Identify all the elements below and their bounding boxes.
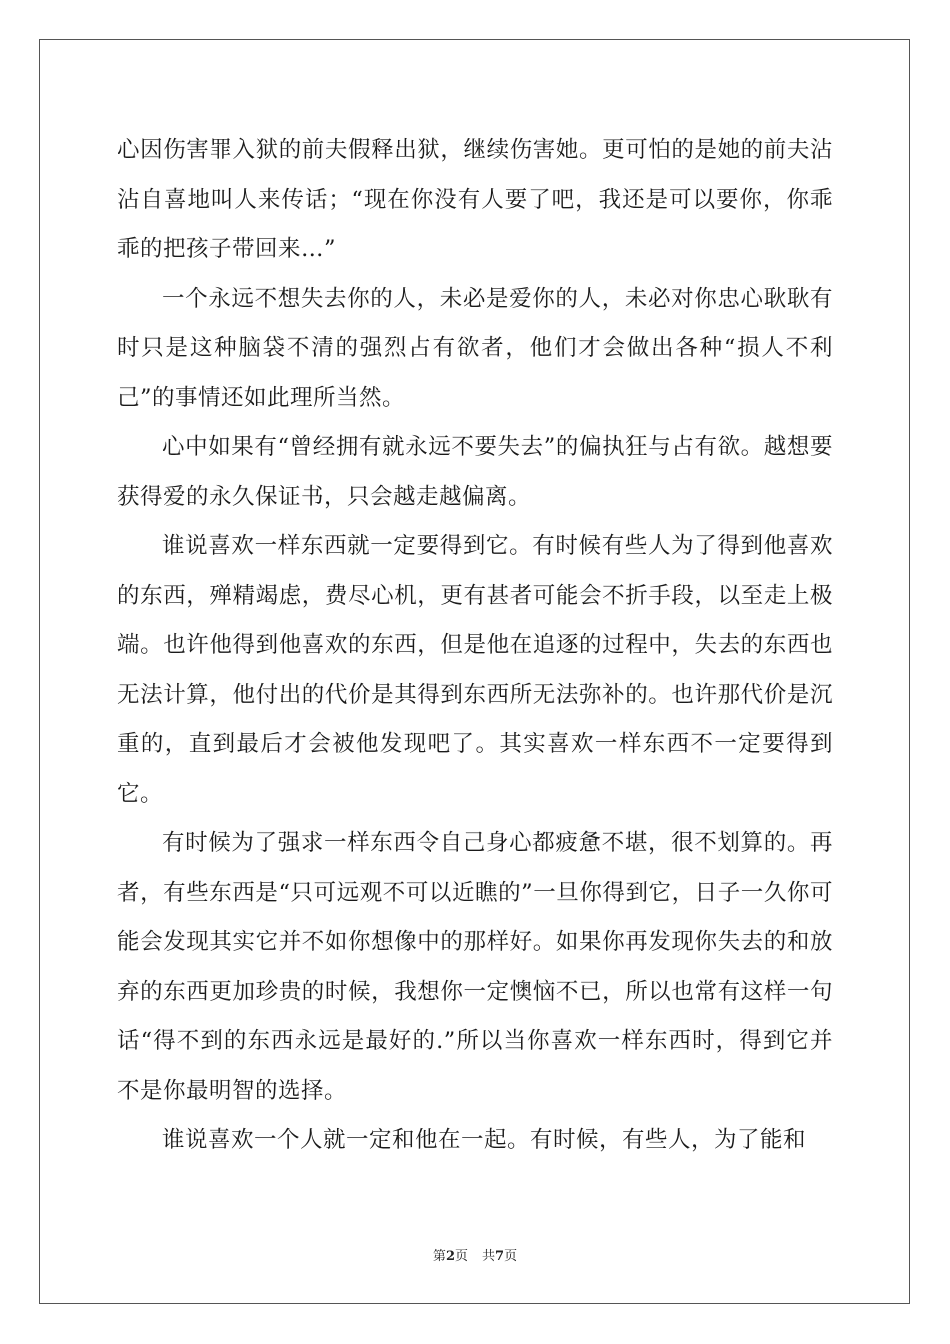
- page-unit: 页: [454, 1249, 468, 1264]
- total-unit: 页: [504, 1249, 518, 1264]
- total-prefix: 共: [482, 1249, 496, 1264]
- total-page-count: 7: [495, 1249, 505, 1264]
- paragraph-5: 有时候为了强求一样东西令自己身心都疲惫不堪，很不划算的。再者，有些东西是“只可远观不可以近瞧的”一旦你得到它，日子一久你可能会发现其实它并不如你想像中的那样好。如果你再发现你失去的和放弃的东西更加珍贵的时候，我想你一定懊恼不已，所以也常有这样一句话“得不到的东西永远是最好的.”所以当你喜欢一样东西时，得到它并不是你最明智的选择。: [117, 830, 833, 1104]
- paragraph-3: 心中如果有“曾经拥有就永远不要失去”的偏执狂与占有欲。越想要获得爱的永久保证书，只会越走越偏离。: [117, 434, 833, 510]
- paragraph-4: 谁说喜欢一样东西就一定要得到它。有时候有些人为了得到他喜欢的东西，殚精竭虑，费尽心机，更有甚者可能会不折手段，以至走上极端。也许他得到他喜欢的东西，但是他在追逐的过程中，失去的东西也无法计算，他付出的代价是其得到东西所无法弥补的。也许那代价是沉重的，直到最后才会被他发现吧了。其实喜欢一样东西不一定要得到它。: [117, 533, 833, 807]
- paragraph-6: 谁说喜欢一个人就一定和他在一起。有时候，有些人，为了能和: [162, 1127, 807, 1153]
- current-page-number: 2: [445, 1249, 455, 1264]
- document-body: [117, 126, 833, 1166]
- page-prefix: 第: [432, 1249, 446, 1264]
- paragraph-1: 心因伤害罪入狱的前夫假释出狱，继续伤害她。更可怕的是她的前夫沾沾自喜地叫人来传话；“现在你没有人要了吧，我还是可以要你，你乖乖的把孩子带回来…”: [117, 137, 833, 262]
- page-footer: [0, 1245, 950, 1264]
- paragraph-2: 一个永远不想失去你的人，未必是爱你的人，未必对你忠心耿耿有时只是这种脑袋不清的强烈占有欲者，他们才会做出各种“损人不利己”的事情还如此理所当然。: [117, 285, 833, 411]
